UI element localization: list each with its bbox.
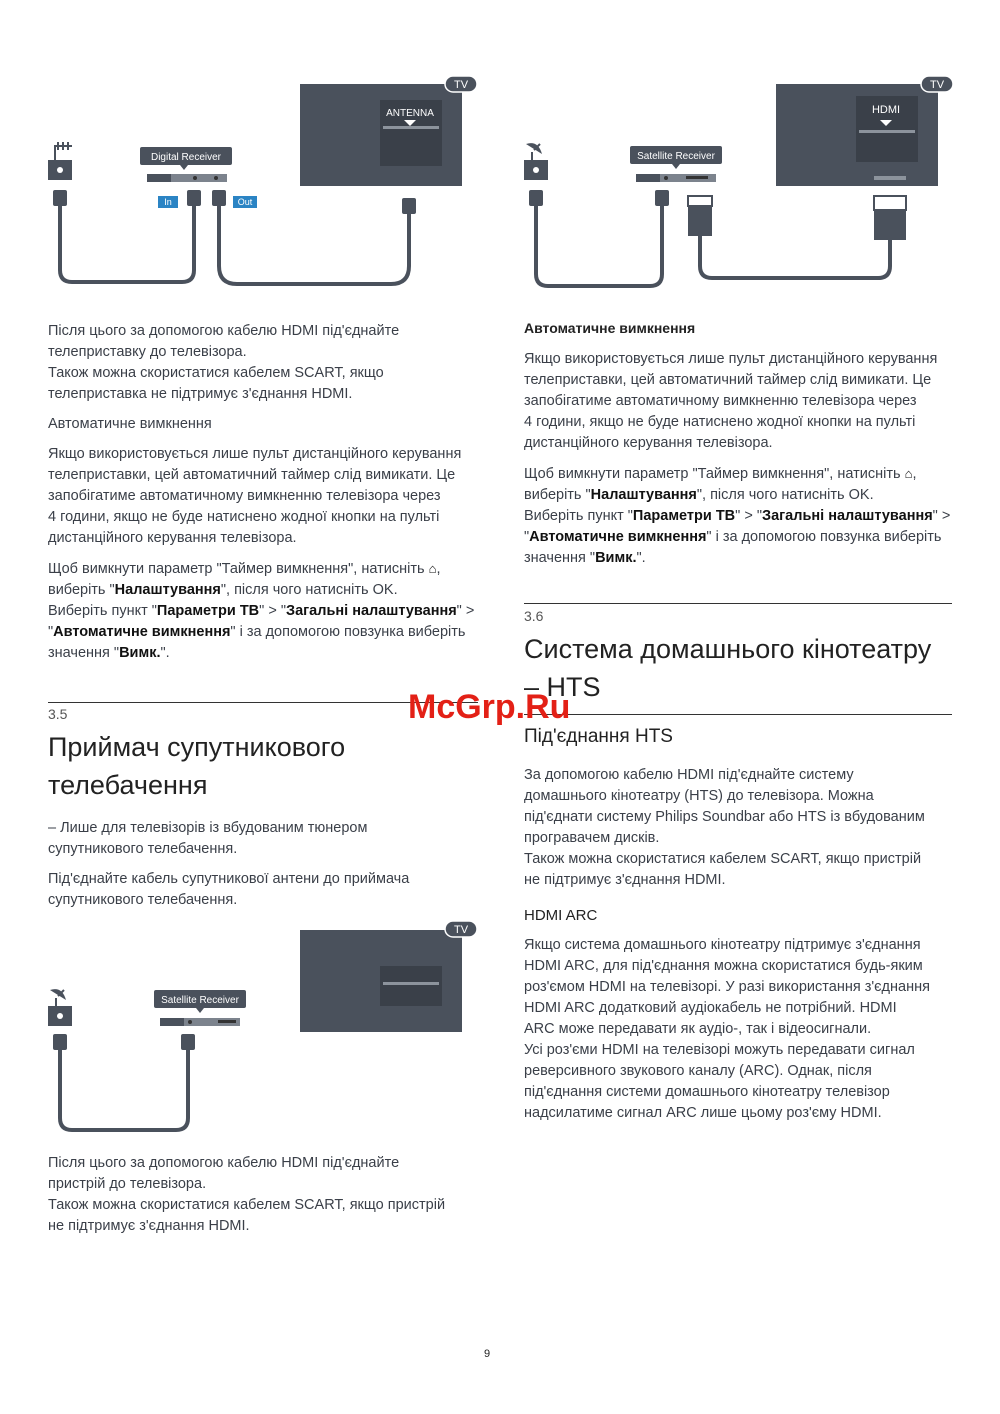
diagram-antenna-digital-receiver [40, 70, 490, 300]
paragraph: За допомогою кабелю HDMI під'єднайте систему домашнього кінотеатру (HTS) до телевізора. Можна під'єднати систему Philips Soundbar або HTS із вбудованим програвачем дисків. Також можна скористатися кабелем SCART, якщо пристрій не підтримує з'єднання HDMI. [524, 767, 925, 888]
right-column-hts [524, 726, 954, 1124]
left-column-lower [48, 1153, 478, 1237]
section-number: 3.5 [48, 706, 68, 722]
hdmi-arc-heading: HDMI ARC [524, 907, 598, 924]
antenna-icon [54, 142, 72, 160]
hdmi-cable [700, 236, 890, 278]
paragraph: Під'єднайте кабель супутникової антени до приймача супутникового телебачення. [48, 871, 410, 908]
receiver-label: Satellite Receiver [161, 995, 239, 1006]
section-title: Система домашнього кінотеатру – HTS [524, 634, 932, 702]
paragraph: – Лише для телевізорів із вбудованим тюнером супутникового телебачення. [48, 820, 368, 857]
paragraph: Якщо використовується лише пульт дистанційного керування телеприставки, цей автоматичний таймер слід вимикати. Це запобігатиме автоматичному вимкненню телевізора через 4 години, якщо не буде натиснено жодної кнопки на пульті дистанційного керування телевізора. [524, 351, 938, 451]
section-title: Приймач супутникового телебачення [48, 732, 346, 800]
hdmi-plug [874, 196, 906, 210]
section-3-6-header [524, 608, 954, 706]
page-number: 9 [484, 1348, 491, 1360]
left-column-upper [48, 321, 478, 664]
home-icon: ⌂ [904, 466, 913, 481]
home-icon: ⌂ [428, 561, 437, 576]
hts-connect-heading: Під'єднання HTS [524, 726, 673, 747]
satellite-dish-icon [526, 143, 542, 160]
paragraph: Після цього за допомогою кабелю HDMI під'єднайте телеприставку до телевізора. Також можна скористатися кабелем SCART, якщо телеприставка не підтримує з'єднання HDMI. [48, 323, 400, 402]
diagram-satellite-receiver [40, 916, 490, 1146]
tv-badge: TV [929, 79, 945, 91]
satellite-dish-icon [50, 989, 66, 1006]
antenna-port-label: ANTENNA [386, 108, 434, 119]
paragraph: Після цього за допомогою кабелю HDMI під'єднайте пристрій до телевізора. Також можна скористатися кабелем SCART, якщо пристрій не підтримує з'єднання HDMI. [48, 1155, 446, 1234]
hdmi-port-label: HDMI [871, 104, 901, 116]
tv-port-panel [380, 966, 442, 1006]
settings-menu-label: Налаштування [114, 582, 221, 598]
receiver-tv-cable [219, 206, 409, 284]
paragraph: Якщо використовується лише пульт дистанційного керування телеприставки, цей автоматичний таймер слід вимикати. Це запобігатиме автоматичному вимкненню телевізора через 4 години, якщо не буде натиснено жодної кнопки на пульті дистанційного керування телевізора. [48, 446, 462, 546]
instruction-paragraph: Щоб вимкнути параметр "Таймер вимкнення", натисніть ⌂, виберіть "Налаштування", після чого натисніть OK. Виберіть пункт "Параметри ТВ" > "Загальні налаштування" > "Автоматичне вимкнення" і за допомогою повзунка виберіть значення "Вимк.". [524, 466, 951, 566]
section-divider [524, 603, 952, 604]
auto-off-heading: Автоматичне вимкнення [48, 416, 212, 432]
dish-cable [536, 206, 662, 286]
dish-cable [60, 1050, 188, 1130]
receiver-label: Digital Receiver [150, 152, 222, 163]
section-number: 3.6 [524, 608, 544, 624]
watermark: McGrp.Ru [408, 688, 571, 726]
in-label: In [164, 197, 172, 207]
instruction-paragraph: Щоб вимкнути параметр "Таймер вимкнення", натисніть ⌂, виберіть "Налаштування", після чого натисніть OK. Виберіть пункт "Параметри ТВ" > "Загальні налаштування" > "Автоматичне вимкнення" і за допомогою повзунка виберіть значення "Вимк.". [48, 561, 475, 661]
hdmi-plug [688, 196, 712, 206]
left-column-satellite [48, 818, 478, 911]
diagram-satellite-receiver-hdmi [516, 70, 966, 300]
out-label: Out [237, 197, 253, 207]
tv-badge: TV [453, 924, 469, 936]
paragraph: Якщо система домашнього кінотеатру підтримує з'єднання HDMI ARC, для під'єднання можна скористатися будь-яким роз'ємом HDMI на телевізорі. У разі використання з'єднання HDMI ARC додатковий аудіокабель не потрібний. HDMI ARC може передавати як аудіо-, так і відеосигнали. Усі роз'єми HDMI на телевізорі можуть передавати сигнал реверсивного звукового каналу (ARC). Однак, після під'єднання системи домашнього кінотеатру телевізор надсилатиме сигнал ARC лише цьому роз'єму HDMI. [524, 937, 930, 1121]
tv-port-strip [383, 126, 439, 129]
right-column-upper [524, 318, 954, 569]
antenna-cable [60, 206, 194, 282]
auto-off-heading: Автоматичне вимкнення [524, 320, 696, 336]
receiver-label: Satellite Receiver [637, 151, 715, 162]
tv-badge: TV [453, 79, 469, 91]
section-divider [524, 714, 952, 715]
